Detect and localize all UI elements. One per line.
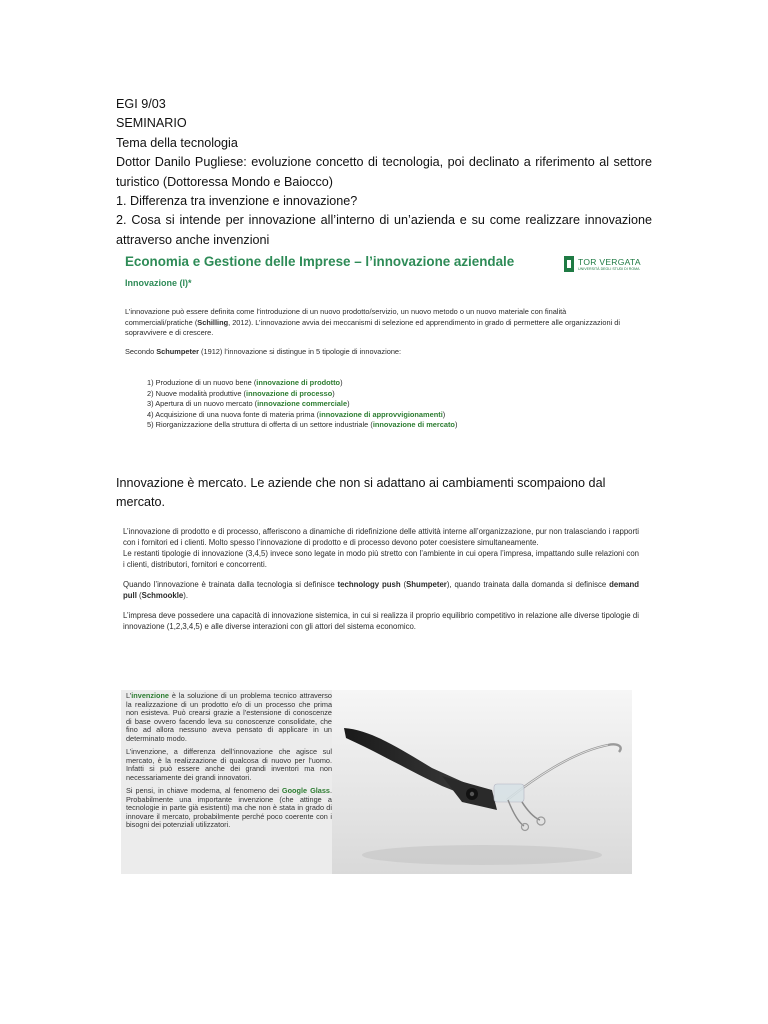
slide-title: Economia e Gestione delle Imprese – l’innovazione aziendale	[125, 254, 515, 269]
slide2-paragraph-2: Le restanti tipologie di innovazione (3,4,5) invece sono legate in modo più stretto con l’ambiente in cui opera l’impresa, impattando sulle relazioni con i clienti, distributori, fornitori e concorrenti.	[123, 549, 639, 569]
slide-subtitle: Innovazione (I)*	[125, 278, 192, 288]
doc-intro: Dottor Danilo Pugliese: evoluzione concetto di tecnologia, poi declinato a riferimento al settore turistico (Dottoressa Mondo e Baiocco)	[116, 155, 652, 189]
doc-question-2: 2. Cosa si intende per innovazione all’interno di un’azienda e su come realizzare innovazione attraverso anche invenzioni	[116, 213, 652, 247]
list-item: 5) Riorganizzazione della struttura di offerta di un settore industriale (innovazione di mercato)	[147, 420, 458, 430]
middle-text: Innovazione è mercato. Le aziende che non si adattano ai cambiamenti scompaiono dal mercato.	[116, 476, 606, 510]
logo-subtitle: UNIVERSITÀ DEGLI STUDI DI ROMA	[578, 267, 640, 271]
slide2-paragraph-4: L’impresa deve possedere una capacità di innovazione sistemica, in cui si realizza il proprio equilibrio competitivo in relazione alle diverse tipologie di innovazione (1,2,3,4,5) e alle diverse interazioni con gli attori del sistema economico.	[123, 611, 639, 631]
list-item: 1) Produzione di un nuovo bene (innovazione di prodotto)	[147, 378, 343, 387]
slide3-paragraph-2: L’invenzione, a differenza dell’innovazione che agisce sul mercato, è la realizzazione di qualcosa di nuovo per l’uomo. Infatti si può essere anche dei grandi inventori ma non necessariamente dei grandi innovatori.	[126, 747, 332, 782]
slide-body	[125, 307, 625, 357]
slide-innovazione	[118, 248, 648, 458]
middle-statement	[116, 474, 652, 513]
slide2-body	[123, 526, 639, 632]
doc-question-1: 1. Differenza tra invenzione e innovazione?	[116, 194, 358, 209]
logo-name: TOR VERGATA	[578, 257, 641, 267]
doc-line-date: EGI 9/03	[116, 97, 166, 111]
slide3-paragraph-1: L’invenzione è la soluzione di un problema tecnico attraverso la realizzazione di un prodotto e/o di un processo che prima non esisteva. Può crearsi grazie a l’estensione di conoscenze di base ovvero facendo leva su conoscenze consolidate, che fino ad allora nessuno aveva pensato di applicare in un determinato modo.	[126, 691, 332, 743]
doc-line-type: SEMINARIO	[116, 116, 187, 131]
slide2-paragraph-3: Quando l’innovazione è trainata dalla tecnologia si definisce technology push (Shumpeter), quando trainata dalla domanda si definisce demand pull (Schmookle).	[123, 580, 639, 600]
slide3-text	[126, 692, 332, 835]
list-item: 3) Apertura di un nuovo mercato (innovazione commerciale)	[147, 399, 350, 409]
doc-line-topic: Tema della tecnologia	[116, 135, 238, 150]
list-item: 4) Acquisizione di una nuova fonte di materia prima (innovazione di approvvigionamenti)	[147, 409, 446, 419]
slide-innovazione-2	[118, 520, 648, 660]
list-item: 2) Nuove modalità produttive (innovazione di processo)	[147, 388, 335, 398]
slide3-paragraph-3: Si pensi, in chiave moderna, al fenomeno dei Google Glass. Probabilmente una importante invenzione (che attinge a tecnologie in parte già esistenti) ma che non è stata in grado di innovare il mercato, probabilmente perché poco coerente con i bisogni dei potenziali utilizzatori.	[126, 786, 332, 829]
slide-paragraph-2: Secondo Schumpeter (1912) l’innovazione si distingue in 5 tipologie di innovazione:	[125, 346, 402, 356]
google-glass-image	[332, 690, 632, 874]
document-header	[116, 95, 652, 250]
slide-invenzione	[121, 690, 632, 874]
innovation-types-list	[147, 378, 637, 431]
slide2-paragraph-1: L’innovazione di prodotto e di processo, afferiscono a dinamiche di ridefinizione delle attività interne all’organizzazione, pur non tralasciando i rapporti con i fornitori ed i clienti. Molto spesso l’innovazione di prodotto e di processo devono poter coesistere simultaneamente.	[123, 527, 639, 547]
slide-paragraph-1: L’innovazione può essere definita come l’introduzione di un nuovo prodotto/servizio, un nuovo metodo o un nuovo materiale con finalità commerciali/pratiche (Schilling, 2012). L’innovazione avvia dei meccanismi di selezione ed apprendimento in grado di permettere alle organizzazioni di sopravvivere e di crescere.	[125, 307, 621, 338]
tor-vergata-logo	[564, 256, 644, 274]
